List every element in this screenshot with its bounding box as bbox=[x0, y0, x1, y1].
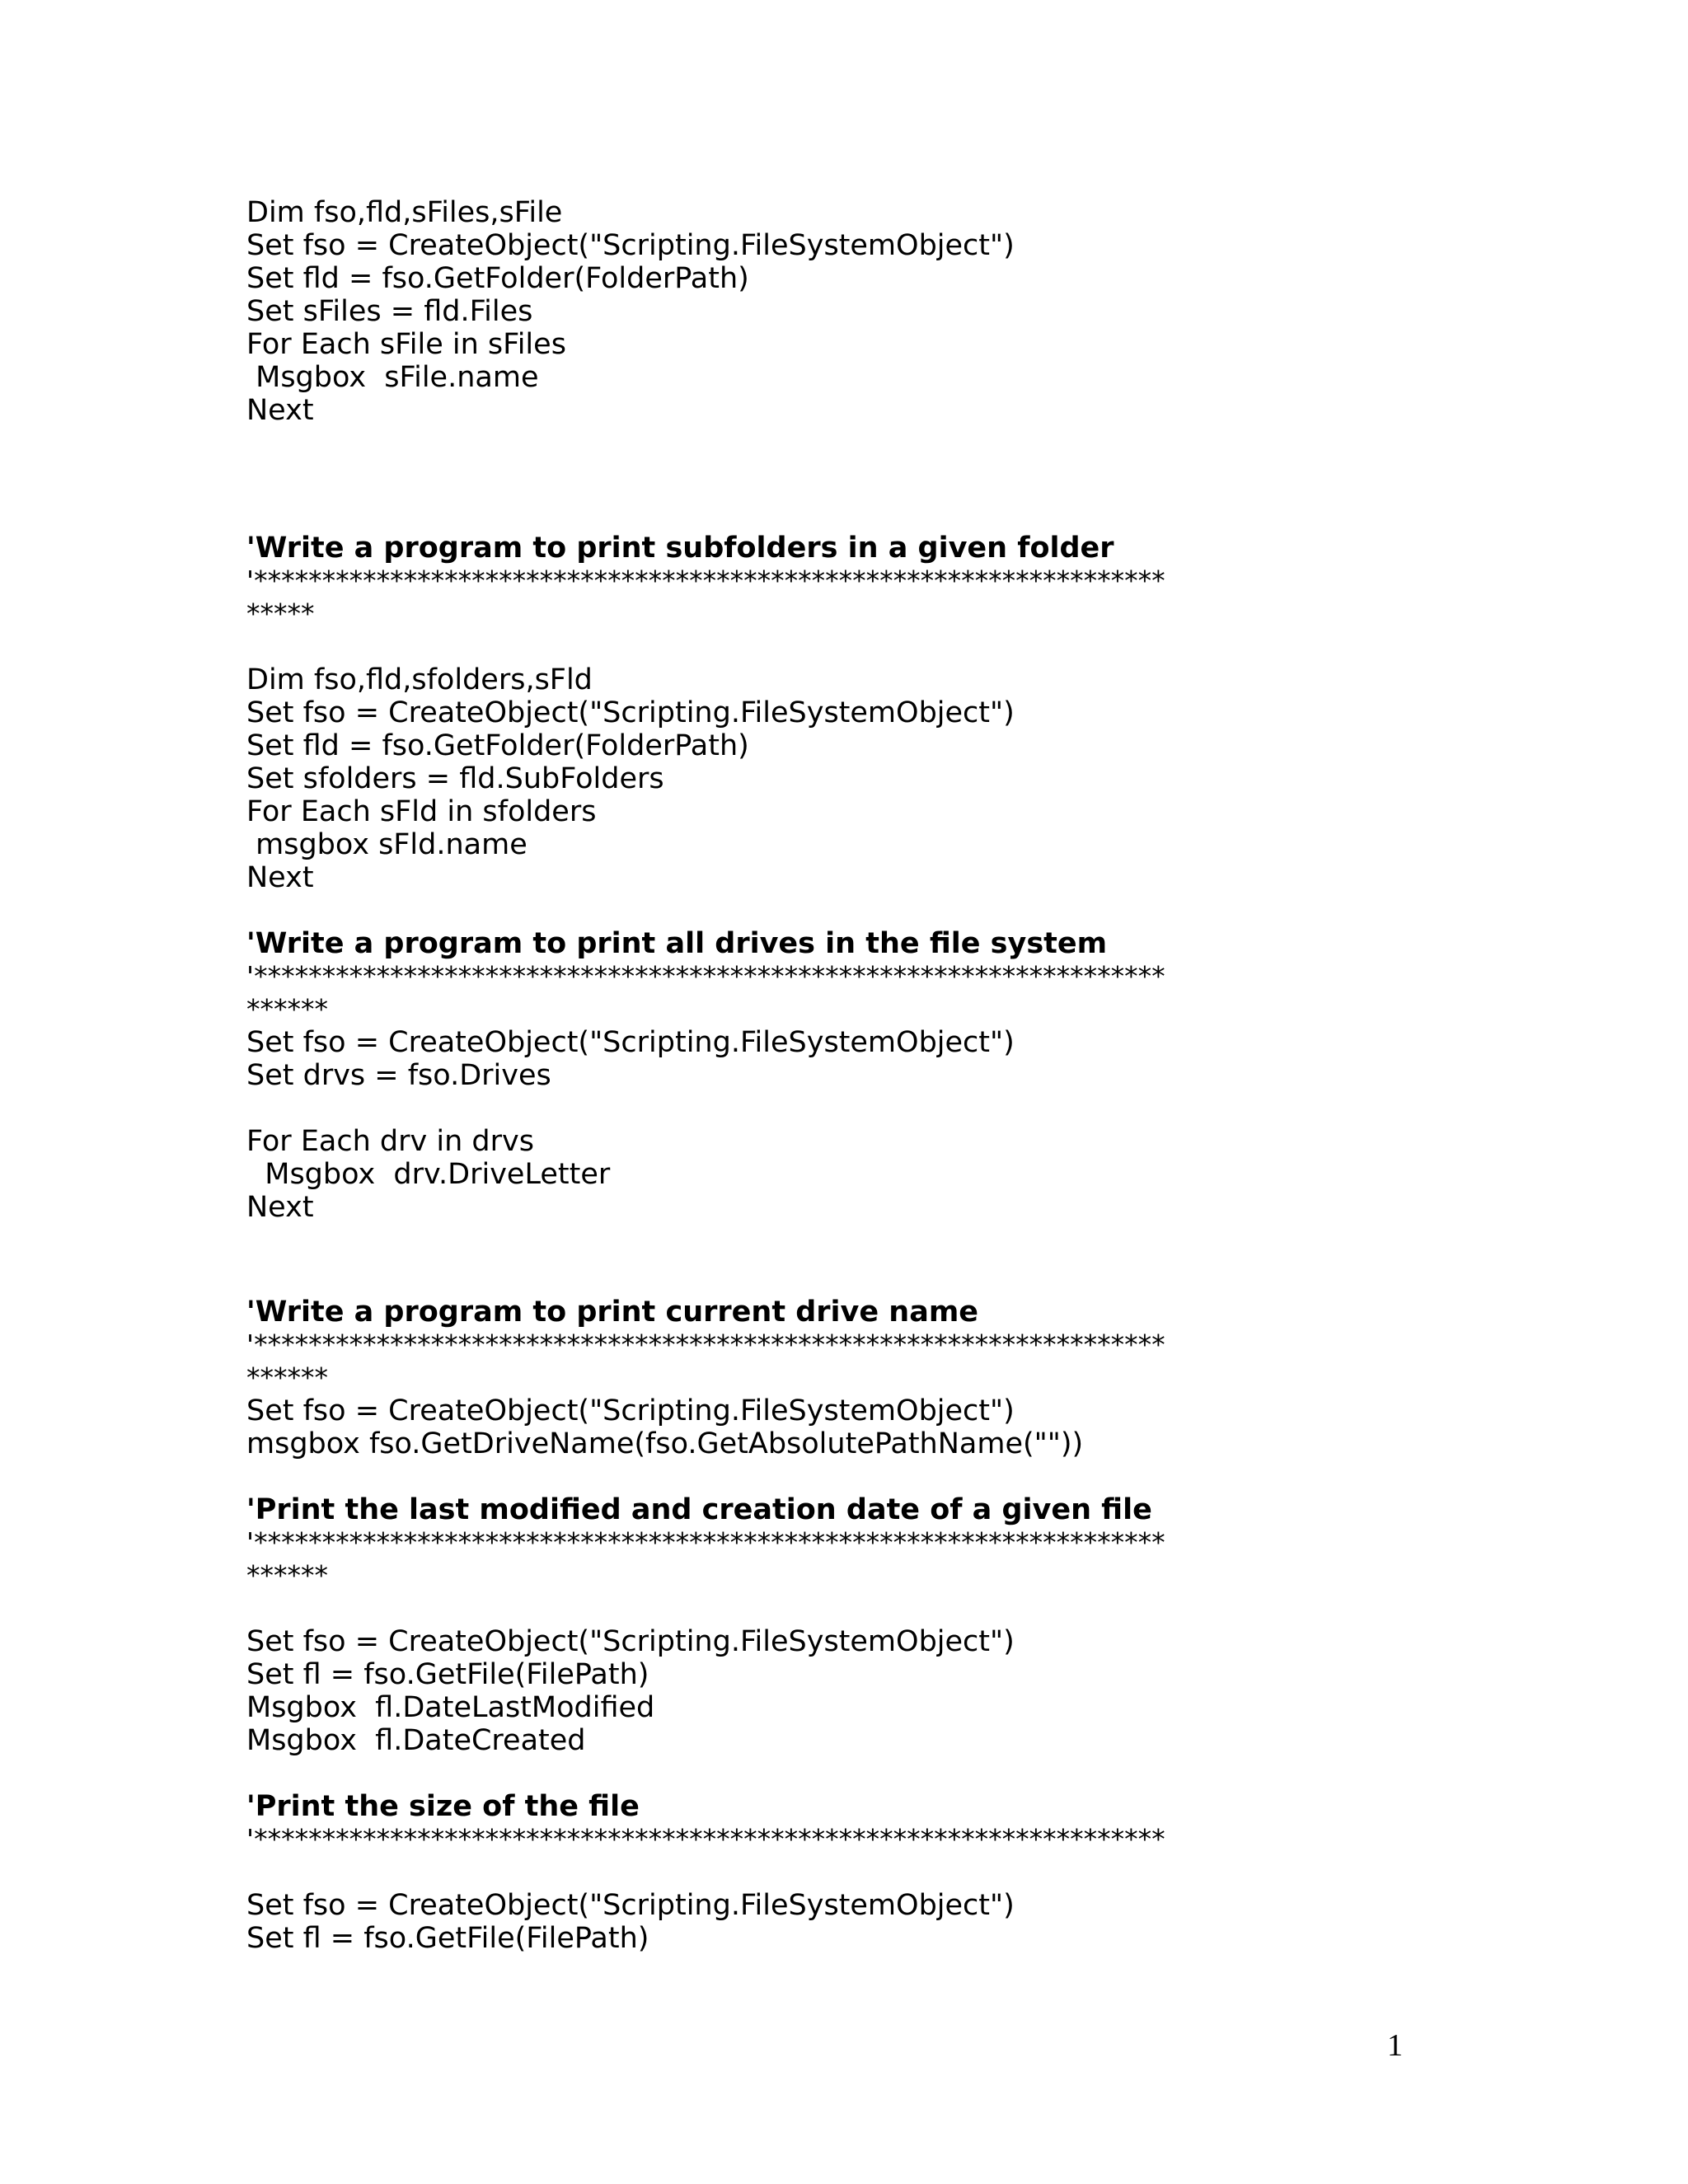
code-line: Set sFiles = fld.Files bbox=[246, 295, 533, 328]
code-line: Set fso = CreateObject("Scripting.FileSystemObject") bbox=[246, 696, 1015, 729]
separator-line: ****** bbox=[246, 1559, 328, 1591]
section-heading: 'Write a program to print subfolders in a given folder bbox=[246, 532, 1114, 565]
section-heading: 'Write a program to print current drive name bbox=[246, 1296, 979, 1329]
section-heading: 'Print the size of the file bbox=[246, 1790, 640, 1823]
code-line: For Each drv in drvs bbox=[246, 1125, 534, 1158]
code-line: Set sfolders = fld.SubFolders bbox=[246, 762, 664, 795]
code-line: Set fso = CreateObject("Scripting.FileSystemObject") bbox=[246, 1625, 1015, 1658]
code-line: Dim fso,fld,sFiles,sFile bbox=[246, 196, 563, 229]
code-line: Next bbox=[246, 861, 314, 894]
separator-line: ****** bbox=[246, 993, 328, 1025]
code-line: msgbox sFld.name bbox=[246, 828, 528, 861]
code-line: Set fso = CreateObject("Scripting.FileSystemObject") bbox=[246, 1026, 1015, 1059]
code-line: Set drvs = fso.Drives bbox=[246, 1059, 551, 1092]
code-line: Msgbox fl.DateLastModified bbox=[246, 1691, 655, 1724]
section-heading: 'Print the last modified and creation date of a given file bbox=[246, 1493, 1152, 1526]
code-line: Set fso = CreateObject("Scripting.FileSystemObject") bbox=[246, 229, 1015, 262]
code-line: msgbox fso.GetDriveName(fso.GetAbsolutePathName("")) bbox=[246, 1427, 1084, 1460]
code-line: For Each sFile in sFiles bbox=[246, 328, 566, 361]
separator-line: ****** bbox=[246, 1361, 328, 1394]
page-number: 1 bbox=[1387, 2028, 1403, 2063]
separator-line: '******************************************************************* bbox=[246, 1526, 1165, 1558]
code-line: Next bbox=[246, 1191, 314, 1224]
code-line: Set fld = fso.GetFolder(FolderPath) bbox=[246, 729, 749, 762]
code-line: Dim fso,fld,sfolders,sFld bbox=[246, 663, 593, 696]
code-line: Set fl = fso.GetFile(FilePath) bbox=[246, 1658, 649, 1691]
section-heading: 'Write a program to print all drives in the file system bbox=[246, 927, 1108, 960]
separator-line: ***** bbox=[246, 598, 315, 630]
code-line: Set fld = fso.GetFolder(FolderPath) bbox=[246, 262, 749, 295]
code-line: Set fso = CreateObject("Scripting.FileSystemObject") bbox=[246, 1889, 1015, 1922]
separator-line: '******************************************************************* bbox=[246, 1329, 1165, 1361]
separator-line: '******************************************************************* bbox=[246, 565, 1165, 597]
code-line: Msgbox drv.DriveLetter bbox=[246, 1158, 611, 1191]
code-line: Msgbox sFile.name bbox=[246, 361, 539, 394]
code-line: Set fl = fso.GetFile(FilePath) bbox=[246, 1922, 649, 1955]
separator-line: '******************************************************************* bbox=[246, 960, 1165, 992]
separator-line: '******************************************************************* bbox=[246, 1823, 1165, 1855]
code-line: Msgbox fl.DateCreated bbox=[246, 1724, 586, 1757]
code-line: Set fso = CreateObject("Scripting.FileSystemObject") bbox=[246, 1394, 1015, 1427]
code-line: Next bbox=[246, 394, 314, 427]
code-line: For Each sFld in sfolders bbox=[246, 795, 597, 828]
